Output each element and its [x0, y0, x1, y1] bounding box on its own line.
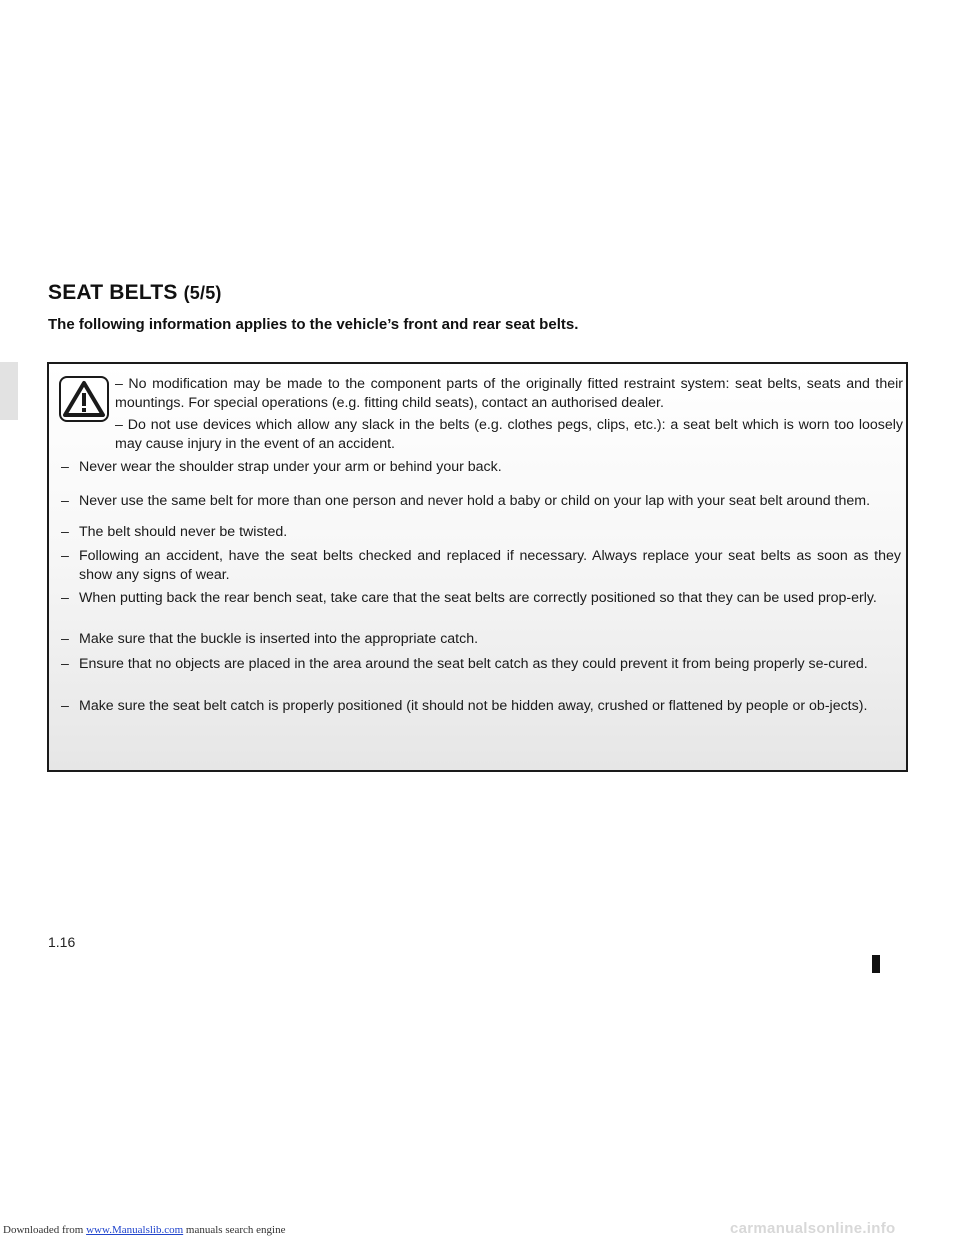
manualslib-link[interactable]: www.Manualslib.com — [86, 1224, 184, 1236]
watermark-text: carmanualsonline.info — [730, 1220, 896, 1237]
list-item-text: Never use the same belt for more than one person and never hold a baby or child on your lap with your seat belt around them. — [79, 493, 871, 509]
list-dash: – — [61, 548, 69, 564]
list-item — [61, 697, 901, 716]
warning-box — [47, 362, 908, 772]
list-item — [61, 630, 901, 649]
list-item — [61, 589, 901, 608]
list-item — [61, 523, 901, 542]
list-item — [61, 492, 901, 511]
list-item — [61, 547, 901, 584]
list-dash: – — [61, 698, 69, 714]
warning-paragraph-slack: – Do not use devices which allow any slack in the belts (e.g. clothes pegs, clips, etc.): a seat belt which is worn too loosely may cause injury in the event of an accident. — [115, 417, 903, 452]
list-item-text: Following an accident, have the seat belts checked and replaced if necessary. Always replace your seat belts as soon as they show any signs of wear. — [79, 548, 901, 583]
footer-prefix: Downloaded from — [3, 1224, 87, 1236]
footer-suffix: manuals search engine — [183, 1224, 286, 1236]
list-item — [61, 458, 901, 477]
intro-text: The following information applies to the vehicle’s front and rear seat belts. — [48, 316, 579, 333]
list-dash: – — [61, 656, 69, 672]
list-item-text: Ensure that no objects are placed in the area around the seat belt catch as they could prevent it from being properly se-cured. — [79, 656, 868, 672]
list-item-text: When putting back the rear bench seat, take care that the seat belts are correctly positioned so that they can be used prop-erly. — [79, 590, 877, 606]
page-title-part: (5/5) — [183, 283, 222, 303]
list-item — [61, 655, 901, 674]
warning-triangle-icon — [59, 376, 109, 422]
download-footer — [3, 1224, 285, 1236]
list-item-text: The belt should never be twisted. — [79, 524, 288, 540]
list-dash: – — [61, 459, 69, 475]
corner-marker — [872, 955, 880, 973]
list-item-text: Make sure that the buckle is inserted into the appropriate catch. — [79, 631, 479, 647]
chapter-tab — [0, 362, 18, 420]
list-dash: – — [61, 590, 69, 606]
page-number: 1.16 — [48, 934, 76, 950]
warning-paragraph-modification: – No modification may be made to the component parts of the originally fitted restraint system: seat belts, seats and their mountings. For special operations (e.g. fitting child seats), contact an authorised dealer. — [115, 376, 903, 411]
list-dash: – — [61, 524, 69, 540]
list-item-text: Make sure the seat belt catch is properly positioned (it should not be hidden away, crushed or flattened by people or ob-jects). — [79, 698, 868, 714]
page-title-text: SEAT BELTS — [48, 281, 178, 304]
list-dash: – — [61, 493, 69, 509]
list-dash: – — [61, 631, 69, 647]
page-title — [48, 281, 222, 305]
list-item-text: Never wear the shoulder strap under your arm or behind your back. — [79, 459, 502, 475]
